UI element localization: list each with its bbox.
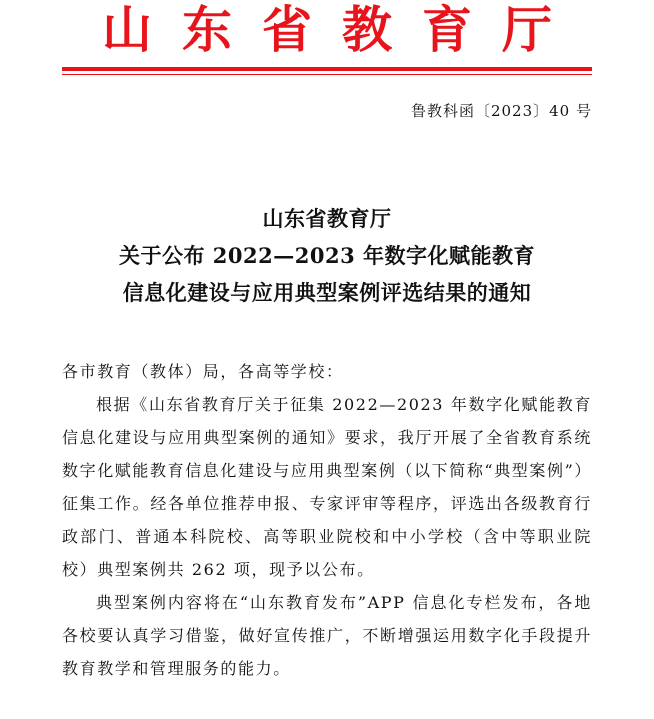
title-line-3: 信息化建设与应用典型案例评选结果的通知: [122, 280, 532, 305]
masthead-title: 山东省教育厅: [102, 1, 582, 59]
salutation: 各市教育（教体）局，各高等学校：: [62, 362, 344, 381]
title-line-2: 关于公布 2022—2023 年数字化赋能教育: [118, 243, 535, 268]
document-title: [0, 200, 654, 311]
body-paragraph-1: 根据《山东省教育厅关于征集 2022—2023 年数字化赋能教育信息化建设与应用典型案例的通知》要求，我厅开展了全省教育系统数字化赋能教育信息化建设与应用典型案例（以下简称“典型案例”）征集工作。经各单位推荐申报、专家评审等程序，评选出各级教育行政部门、普通本科院校、高等职业院校和中小学校（含中等职业院校）典型案例共 262 项，现予以公布。: [62, 395, 592, 579]
masthead-divider-thick: [62, 67, 592, 71]
title-line-1: 山东省教育厅: [262, 206, 392, 231]
document-body: [62, 355, 592, 685]
masthead-divider-thin: [62, 74, 592, 75]
body-paragraph-2: 典型案例内容将在“山东教育发布”APP 信息化专栏发布，各地各校要认真学习借鉴，做好宣传推广，不断增强运用数字化手段提升教育教学和管理服务的能力。: [62, 593, 592, 678]
document-number: 鲁教科函〔2023〕40 号: [410, 102, 592, 120]
